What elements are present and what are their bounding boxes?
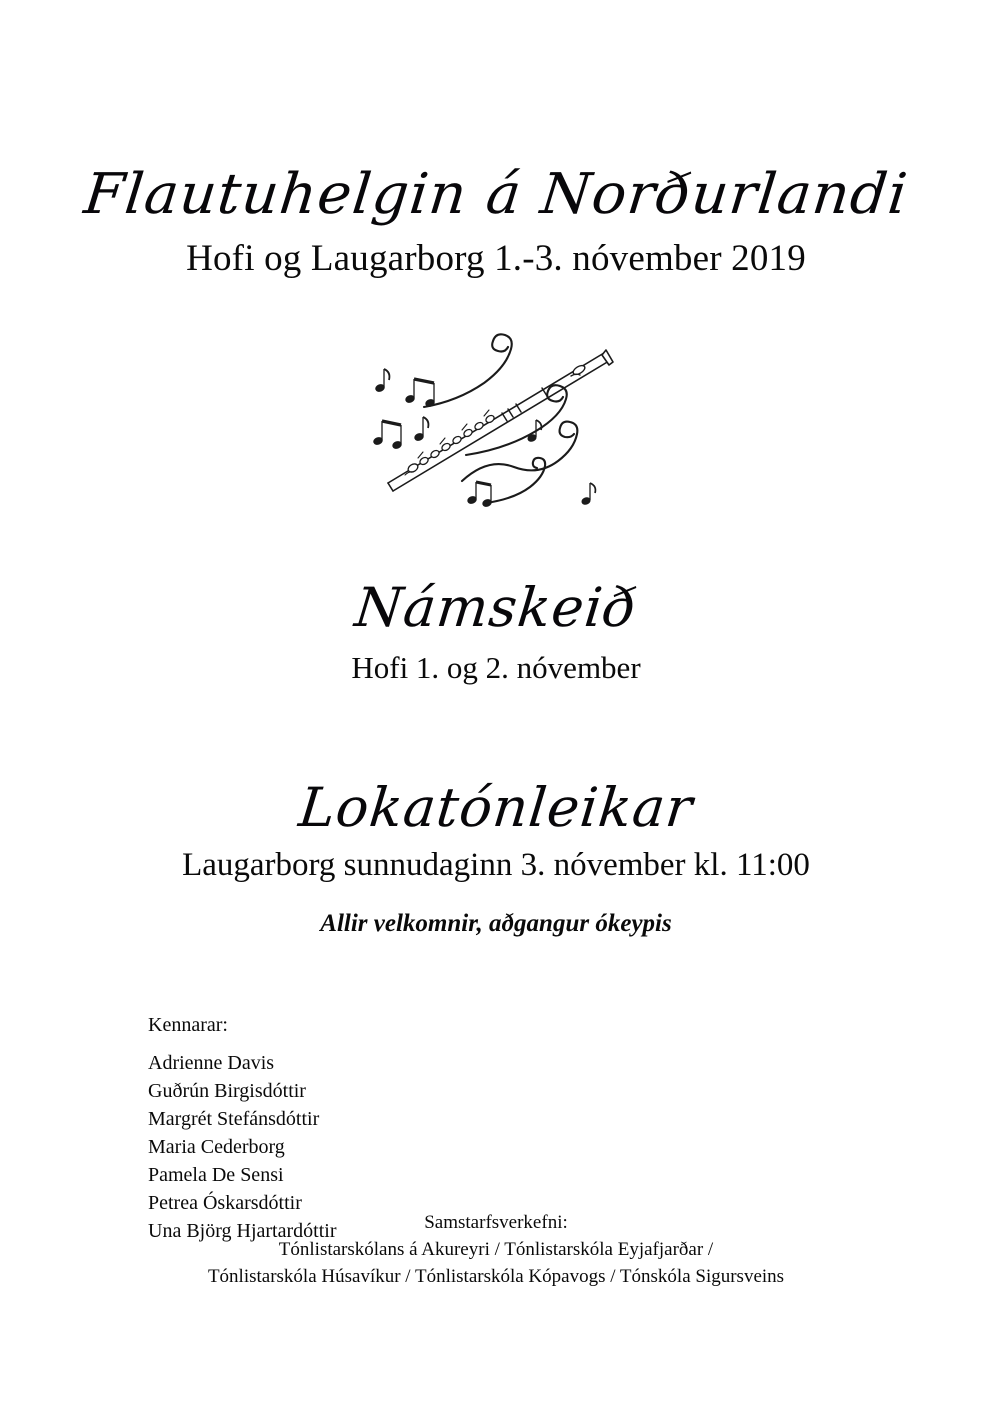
- collaboration-footer: [0, 1210, 992, 1291]
- teachers-heading: Kennarar:: [148, 1014, 228, 1036]
- concert-details: Laugarborg sunnudaginn 3. nóvember kl. 11:00: [182, 847, 810, 883]
- list-item: Petrea Óskarsdóttir: [148, 1192, 302, 1214]
- course-dates: Hofi 1. og 2. nóvember: [351, 650, 641, 685]
- list-item: Maria Cederborg: [148, 1136, 285, 1158]
- music-note: [581, 483, 595, 505]
- list-item: Adrienne Davis: [148, 1052, 275, 1074]
- music-note-pair: [467, 482, 492, 507]
- decorative-swirls: [424, 334, 577, 503]
- page-title: Flautuhelgin á Norðurlandi: [80, 161, 912, 227]
- music-note-pair: [373, 421, 402, 449]
- flute-embouchure: [571, 364, 586, 377]
- footer-heading: Samstarfsverkefni:: [424, 1212, 568, 1233]
- list-item: Margrét Stefánsdóttir: [148, 1108, 320, 1130]
- flute-keys: [407, 414, 496, 474]
- venue-and-dates: Hofi og Laugarborg 1.-3. nóvember 2019: [186, 238, 806, 279]
- music-note: [414, 417, 428, 441]
- list-item: Guðrún Birgisdóttir: [148, 1080, 306, 1102]
- footer-schools-line-2: Tónlistarskóla Húsavíkur / Tónlistarskóla Kópavogs / Tónskóla Sigursveins: [207, 1265, 785, 1287]
- flute-illustration: [366, 325, 634, 525]
- flute-illustration-svg: [366, 325, 634, 525]
- flute-joint-rings: [502, 388, 547, 421]
- section-heading-course: Námskeið: [352, 575, 641, 639]
- footer-schools-line-1: Tónlistarskólans á Akureyri / Tónlistarskóla Eyjafjarðar /: [278, 1238, 714, 1260]
- list-item: Pamela De Sensi: [148, 1164, 284, 1186]
- admission-note: Allir velkomnir, aðgangur ókeypis: [320, 910, 672, 937]
- list-item: Una Björg Hjartardóttir: [148, 1220, 337, 1242]
- section-heading-concert: Lokatónleikar: [295, 775, 697, 839]
- music-note: [375, 369, 389, 392]
- music-note-pair: [405, 379, 435, 407]
